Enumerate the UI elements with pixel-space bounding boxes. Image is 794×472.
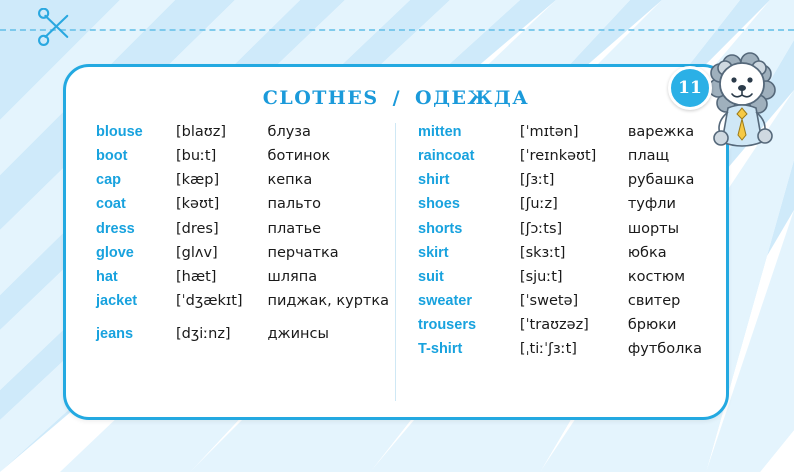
transcription-text: [kəʊt] (175, 196, 220, 213)
word-text: mitten (418, 124, 462, 140)
word-text: jeans (96, 326, 134, 342)
word-text: sweater (418, 292, 473, 309)
transcription-text: [ˈdʒækɪt] (175, 292, 243, 309)
word-text: blouse (96, 124, 143, 140)
vocabulary-card (63, 64, 729, 420)
word-text: jacket (96, 292, 138, 309)
translation-text: свитер (627, 292, 681, 309)
transcription-text: [ˈswetə] (519, 292, 579, 309)
transcription-text: [sjuːt] (519, 268, 563, 285)
table-row (418, 171, 702, 195)
table-row (418, 340, 702, 364)
translation-text: кепка (267, 172, 313, 189)
translation-text: костюм (627, 268, 686, 285)
table-row (96, 244, 389, 268)
transcription-text: [blaʊz] (175, 124, 226, 140)
word-text: boot (96, 148, 128, 165)
translation-text: блуза (267, 124, 311, 140)
translation-text: шляпа (267, 268, 318, 285)
page-title (66, 87, 726, 109)
translation-text: варежка (627, 124, 695, 140)
word-column-left (84, 123, 396, 401)
transcription-text: [dʒiːnz] (175, 326, 231, 342)
table-row (96, 171, 389, 195)
translation-text: пиджак, куртка (267, 292, 389, 309)
table-row (96, 316, 389, 349)
word-text: dress (96, 220, 135, 237)
word-table-left (96, 123, 389, 349)
translation-text: футболка (627, 341, 702, 358)
cut-line (0, 29, 794, 33)
transcription-text: [skɜːt] (519, 244, 566, 261)
word-table-right (418, 123, 702, 364)
translation-text: джинсы (267, 326, 329, 342)
translation-text: перчатка (267, 244, 339, 261)
translation-text: плащ (627, 148, 670, 165)
table-row (418, 195, 702, 219)
word-text: T-shirt (418, 341, 463, 358)
table-row (418, 244, 702, 268)
transcription-text: [ˈreɪnkəʊt] (519, 148, 597, 165)
title-separator: / (392, 87, 402, 109)
word-text: trousers (418, 317, 477, 333)
translation-text: юбка (627, 244, 667, 261)
translation-text: платье (267, 220, 322, 237)
translation-text: рубашка (627, 172, 695, 189)
word-columns (84, 123, 708, 401)
table-row (96, 268, 389, 292)
table-row (418, 147, 702, 171)
transcription-text: [ˌtiːˈʃɜːt] (519, 341, 577, 358)
table-row (418, 316, 702, 340)
table-row (96, 123, 389, 147)
title-russian: ОДЕЖДА (415, 87, 530, 109)
table-row (96, 147, 389, 171)
word-text: hat (96, 268, 118, 285)
table-row (96, 220, 389, 244)
transcription-text: [glʌv] (175, 244, 218, 261)
table-row (96, 292, 389, 316)
word-text: shoes (418, 196, 460, 213)
word-column-right (396, 123, 708, 401)
transcription-text: [ʃɔːts] (519, 220, 563, 237)
table-row (418, 220, 702, 244)
word-text: coat (96, 196, 126, 213)
translation-text: пальто (267, 196, 321, 213)
word-text: cap (96, 172, 121, 189)
table-row (418, 123, 702, 147)
transcription-text: [kæp] (175, 172, 220, 189)
translation-text: шорты (627, 220, 680, 237)
table-row (96, 195, 389, 219)
lion-mascot-icon (692, 48, 788, 160)
transcription-text: [ˈtraʊzəz] (519, 317, 589, 333)
transcription-text: [buːt] (175, 148, 217, 165)
table-row (418, 292, 702, 316)
translation-text: ботинок (267, 148, 331, 165)
scissors-icon (34, 8, 76, 50)
word-text: suit (418, 268, 444, 285)
table-row (418, 268, 702, 292)
transcription-text: [ˈmɪtən] (519, 124, 579, 140)
translation-text: брюки (627, 317, 677, 333)
word-text: shorts (418, 220, 463, 237)
page-number-badge: 11 (668, 66, 712, 110)
transcription-text: [ʃuːz] (519, 196, 558, 213)
word-text: raincoat (418, 148, 475, 165)
transcription-text: [ʃɜːt] (519, 172, 555, 189)
word-text: skirt (418, 244, 449, 261)
translation-text: туфли (627, 196, 676, 213)
transcription-text: [dres] (175, 220, 219, 237)
word-text: glove (96, 244, 134, 261)
transcription-text: [hæt] (175, 268, 217, 285)
title-english: CLOTHES (262, 87, 379, 109)
word-text: shirt (418, 172, 450, 189)
